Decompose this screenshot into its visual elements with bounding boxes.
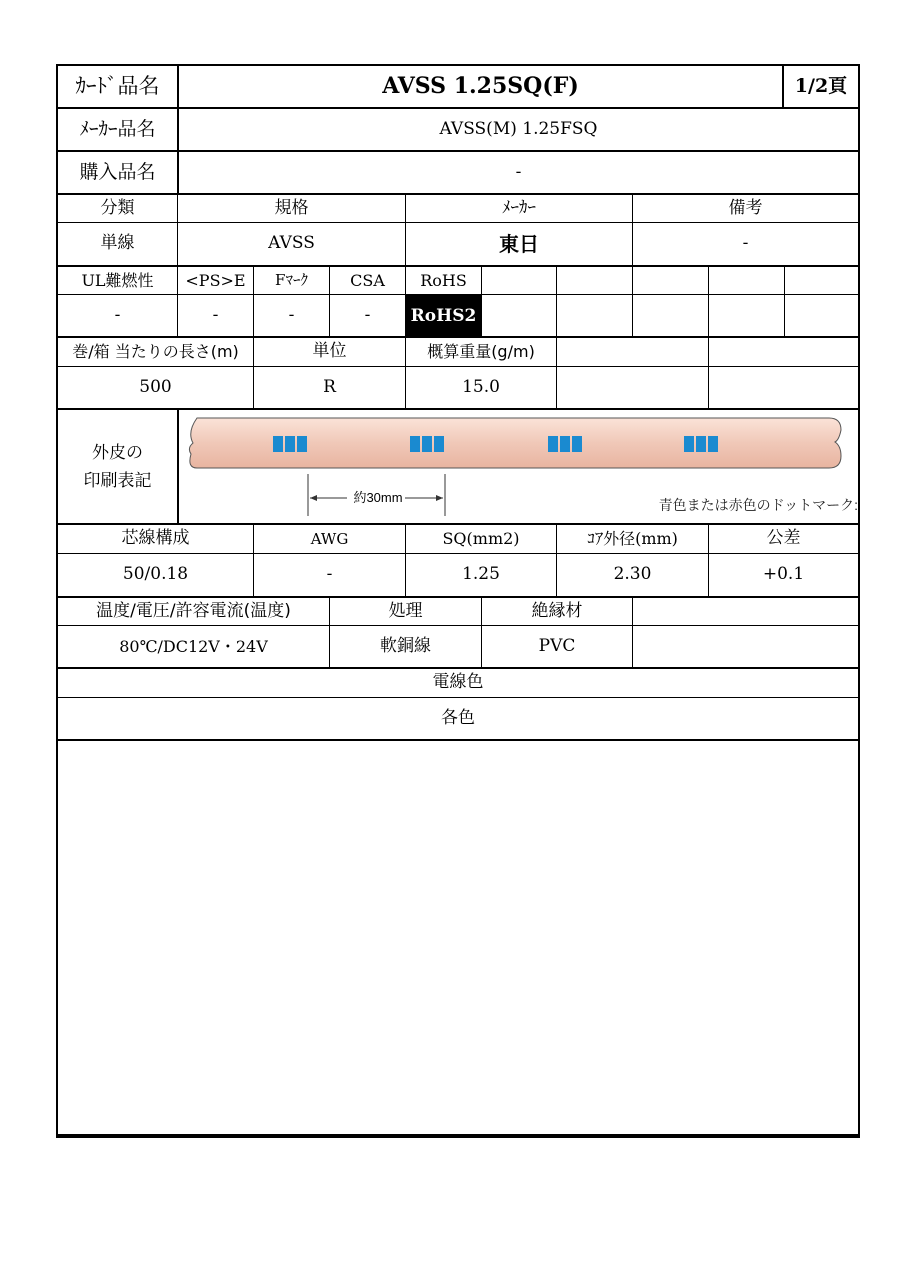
length-per-reel-value: 500 xyxy=(139,376,172,397)
strand-value: 50/0.18 xyxy=(122,564,189,585)
pitch-label: 約30mm xyxy=(353,490,403,506)
weight-value: 15.0 xyxy=(462,376,500,397)
dot-mark xyxy=(273,436,283,452)
card-name-label: ｶｰﾄﾞ品名 xyxy=(75,73,160,98)
classification-header: 分類 xyxy=(100,197,135,218)
treatment-value: 軟銅線 xyxy=(380,635,431,656)
remarks-header: 備考 xyxy=(728,197,763,218)
dot-mark xyxy=(548,436,558,452)
standard-value: AVSS xyxy=(268,233,315,254)
sq-header: SQ(mm2) xyxy=(442,529,520,548)
rule xyxy=(481,265,482,337)
weight-header: 概算重量(g/m) xyxy=(427,342,535,361)
maker-value: 東日 xyxy=(499,232,539,256)
dot-mark xyxy=(422,436,432,452)
core-diameter-header: ｺｱ外径(mm) xyxy=(587,529,678,548)
rule xyxy=(708,265,709,409)
f-mark-value: - xyxy=(288,304,295,325)
awg-value: - xyxy=(326,564,333,585)
ul-flame-header: UL難燃性 xyxy=(81,270,154,290)
rating-value: 80℃/DC12V・24V xyxy=(119,636,268,656)
rule xyxy=(784,265,785,337)
csa-header: CSA xyxy=(350,270,385,290)
csa-value: - xyxy=(364,304,371,325)
card-name-value: AVSS 1.25SQ(F) xyxy=(382,73,579,99)
insulation-value: PVC xyxy=(538,635,576,656)
rule xyxy=(632,596,633,669)
core-diameter-value: 2.30 xyxy=(613,564,652,585)
wire-color-value: 各色 xyxy=(441,707,475,728)
wire-color-header: 電線色 xyxy=(432,672,484,693)
dot-mark-note: 青色または赤色のドットマーク: xyxy=(658,496,858,513)
awg-header: AWG xyxy=(310,529,349,548)
maker-header: ﾒｰｶｰ xyxy=(502,197,536,218)
arrow-head-right xyxy=(436,495,443,501)
ul-flame-value: - xyxy=(114,304,121,325)
f-mark-header: Fﾏｰｸ xyxy=(275,271,308,290)
dot-mark xyxy=(297,436,307,452)
remarks-value: - xyxy=(742,233,749,254)
rohs-header: RoHS xyxy=(420,270,467,290)
maker-name-label: ﾒｰｶｰ品名 xyxy=(79,118,156,141)
dot-mark xyxy=(708,436,718,452)
arrow-head-left xyxy=(310,495,317,501)
insulation-header: 絶縁材 xyxy=(531,600,583,621)
dot-mark xyxy=(285,436,295,452)
maker-name-value: AVSS(M) 1.25FSQ xyxy=(439,118,598,139)
tolerance-value: +0.1 xyxy=(762,564,805,585)
purchase-name-value: - xyxy=(515,161,522,182)
printing-label-line2: 印刷表記 xyxy=(83,471,152,492)
dot-mark xyxy=(696,436,706,452)
dot-mark xyxy=(684,436,694,452)
unit-header: 単位 xyxy=(312,341,347,362)
pse-header: <PS>E xyxy=(185,270,246,290)
strand-header: 芯線構成 xyxy=(121,528,190,549)
dot-mark xyxy=(560,436,570,452)
unit-value: R xyxy=(323,376,336,397)
sq-value: 1.25 xyxy=(462,564,500,585)
rating-header: 温度/電圧/許容電流(温度) xyxy=(96,600,291,621)
dot-mark xyxy=(410,436,420,452)
rule xyxy=(56,739,860,741)
length-per-reel-header: 巻/箱 当たりの長さ(m) xyxy=(72,342,239,361)
classification-value: 単線 xyxy=(100,233,135,254)
rule xyxy=(556,265,557,409)
rohs2-badge: RoHS2 xyxy=(406,295,481,336)
pse-value: - xyxy=(212,304,219,325)
purchase-name-label: 購入品名 xyxy=(79,161,156,184)
treatment-header: 処理 xyxy=(388,600,423,621)
tolerance-header: 公差 xyxy=(766,528,801,549)
dot-mark xyxy=(572,436,582,452)
printing-label-line1: 外皮の xyxy=(92,443,143,464)
page-number: 1/2頁 xyxy=(794,75,848,98)
dot-mark xyxy=(434,436,444,452)
standard-header: 規格 xyxy=(274,197,309,218)
